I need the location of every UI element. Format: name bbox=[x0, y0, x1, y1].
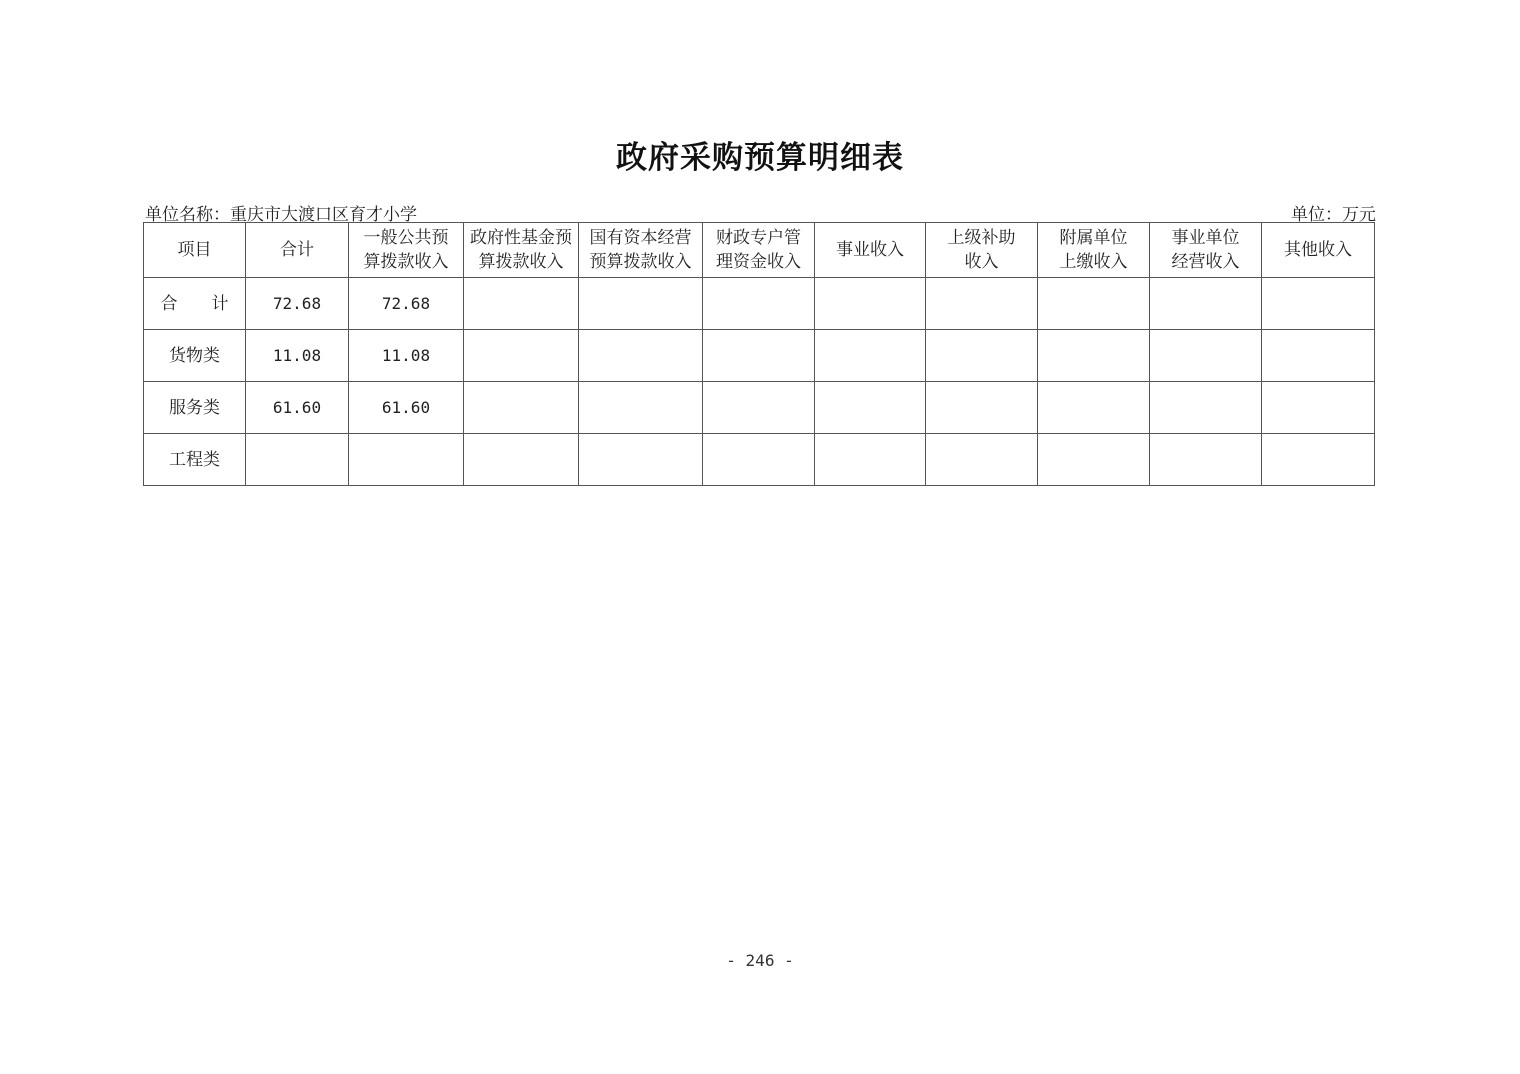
row-label: 服务类 bbox=[144, 382, 246, 434]
table-row-goods bbox=[144, 330, 1375, 382]
cell-total: 11.08 bbox=[246, 330, 349, 382]
cell-operating-income bbox=[815, 278, 926, 330]
cell-total: 61.60 bbox=[246, 382, 349, 434]
cell-state-capital-budget bbox=[579, 278, 703, 330]
header-line: 财政专户管 bbox=[716, 228, 801, 248]
header-line: 合计 bbox=[280, 240, 314, 260]
cell-general-public-budget: 61.60 bbox=[349, 382, 464, 434]
col-header-superior-subsidy bbox=[926, 223, 1038, 278]
cell-general-public-budget: 72.68 bbox=[349, 278, 464, 330]
table-header-row bbox=[144, 223, 1375, 278]
table-row-construction bbox=[144, 434, 1375, 486]
cell-other-income bbox=[1262, 434, 1375, 486]
cell-other-income bbox=[1262, 278, 1375, 330]
row-label: 合 计 bbox=[144, 278, 246, 330]
cell-state-capital-budget bbox=[579, 434, 703, 486]
cell-government-fund-budget bbox=[464, 434, 579, 486]
cell-government-fund-budget bbox=[464, 330, 579, 382]
cell-business-operation-income bbox=[1150, 382, 1262, 434]
cell-general-public-budget bbox=[349, 434, 464, 486]
row-label: 货物类 bbox=[144, 330, 246, 382]
cell-business-operation-income bbox=[1150, 278, 1262, 330]
cell-fiscal-special-account bbox=[703, 382, 815, 434]
cell-operating-income bbox=[815, 382, 926, 434]
unit-label: 单位：万元 bbox=[1291, 205, 1376, 225]
cell-fiscal-special-account bbox=[703, 330, 815, 382]
cell-superior-subsidy bbox=[926, 330, 1038, 382]
col-header-total bbox=[246, 223, 349, 278]
cell-fiscal-special-account bbox=[703, 278, 815, 330]
cell-operating-income bbox=[815, 434, 926, 486]
cell-total bbox=[246, 434, 349, 486]
cell-affiliated-unit-income bbox=[1038, 434, 1150, 486]
header-line: 收入 bbox=[964, 252, 999, 272]
cell-other-income bbox=[1262, 330, 1375, 382]
col-header-operating-income bbox=[815, 223, 926, 278]
cell-superior-subsidy bbox=[926, 382, 1038, 434]
col-header-general-public-budget bbox=[349, 223, 464, 278]
cell-affiliated-unit-income bbox=[1038, 382, 1150, 434]
cell-state-capital-budget bbox=[579, 330, 703, 382]
header-line: 理资金收入 bbox=[716, 252, 801, 272]
header-line: 上缴收入 bbox=[1059, 252, 1128, 272]
cell-operating-income bbox=[815, 330, 926, 382]
header-line: 预算拨款收入 bbox=[589, 252, 692, 272]
table-row-services bbox=[144, 382, 1375, 434]
row-label: 工程类 bbox=[144, 434, 246, 486]
page-title: 政府采购预算明细表 bbox=[616, 140, 904, 176]
header-line: 其他收入 bbox=[1284, 240, 1352, 260]
page-number: - 246 - bbox=[726, 951, 794, 970]
header-line: 附属单位 bbox=[1059, 228, 1128, 248]
cell-affiliated-unit-income bbox=[1038, 278, 1150, 330]
col-header-fiscal-special-account bbox=[703, 223, 815, 278]
col-header-item bbox=[144, 223, 246, 278]
cell-superior-subsidy bbox=[926, 278, 1038, 330]
col-header-business-operation-income bbox=[1150, 223, 1262, 278]
header-line: 事业单位 bbox=[1171, 228, 1240, 248]
cell-business-operation-income bbox=[1150, 434, 1262, 486]
cell-other-income bbox=[1262, 382, 1375, 434]
header-line: 上级补助 bbox=[947, 228, 1016, 248]
col-header-government-fund-budget bbox=[464, 223, 579, 278]
cell-state-capital-budget bbox=[579, 382, 703, 434]
header-line: 事业收入 bbox=[836, 240, 904, 260]
unit-name: 单位名称：重庆市大渡口区育才小学 bbox=[145, 205, 417, 225]
col-header-state-capital-budget bbox=[579, 223, 703, 278]
header-line: 国有资本经营 bbox=[589, 228, 692, 248]
cell-affiliated-unit-income bbox=[1038, 330, 1150, 382]
table-row-total bbox=[144, 278, 1375, 330]
cell-business-operation-income bbox=[1150, 330, 1262, 382]
header-line: 项目 bbox=[177, 240, 212, 260]
cell-fiscal-special-account bbox=[703, 434, 815, 486]
procurement-budget-table bbox=[143, 222, 1375, 486]
header-line: 政府性基金预 bbox=[470, 228, 572, 248]
cell-government-fund-budget bbox=[464, 382, 579, 434]
header-line: 算拨款收入 bbox=[478, 252, 564, 272]
header-line: 算拨款收入 bbox=[363, 252, 449, 272]
cell-superior-subsidy bbox=[926, 434, 1038, 486]
cell-general-public-budget: 11.08 bbox=[349, 330, 464, 382]
cell-total: 72.68 bbox=[246, 278, 349, 330]
cell-government-fund-budget bbox=[464, 278, 579, 330]
col-header-other-income bbox=[1262, 223, 1375, 278]
header-line: 经营收入 bbox=[1171, 252, 1240, 272]
col-header-affiliated-unit-income bbox=[1038, 223, 1150, 278]
header-line: 一般公共预 bbox=[363, 228, 449, 248]
